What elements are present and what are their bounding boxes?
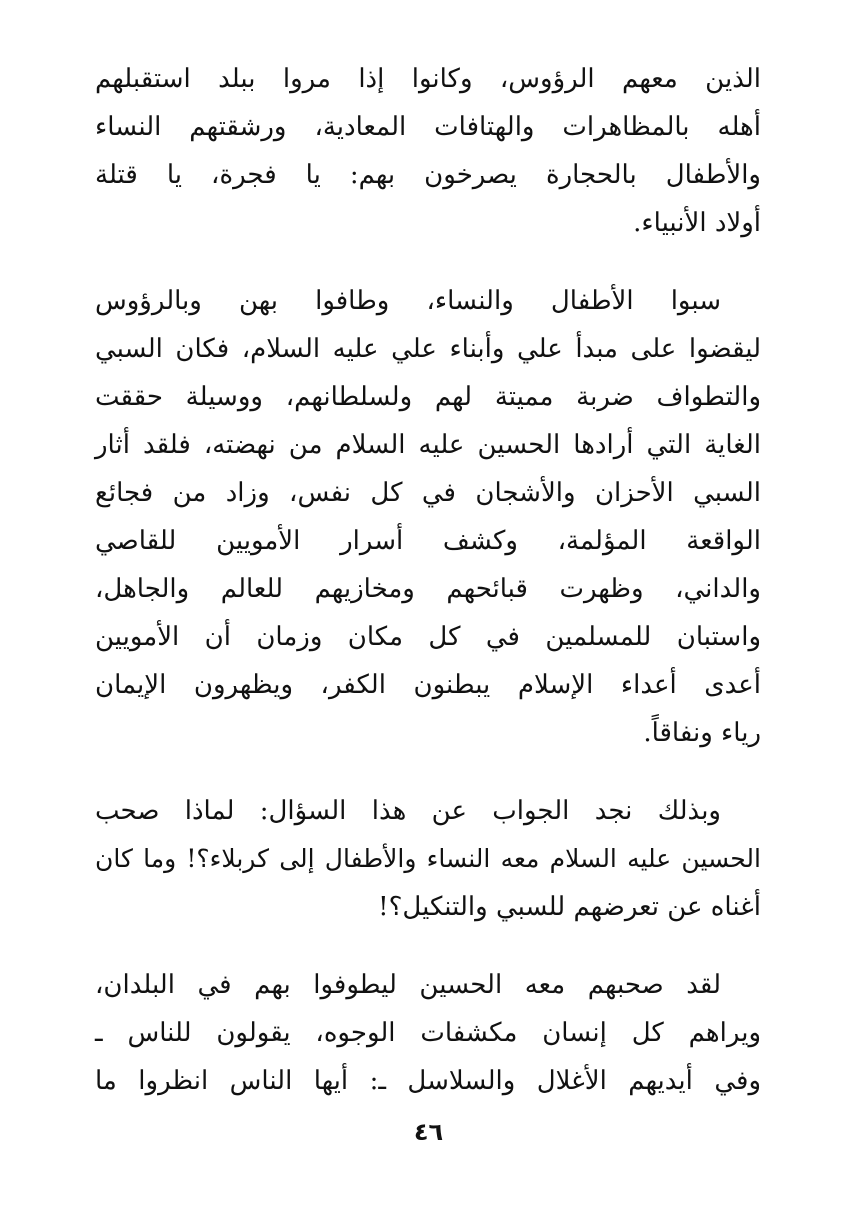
text-line: لقد صحبهم معه الحسين ليطوفوا بهم في البلدان، bbox=[95, 970, 721, 1000]
text-line: الواقعة المؤلمة، وكشف أسرار الأمويين للقاصي bbox=[95, 526, 761, 556]
text-line: وفي أيديهم الأغلال والسلاسل ـ: أيها الناس انظروا ما bbox=[95, 1066, 761, 1096]
text-line: وبذلك نجد الجواب عن هذا السؤال: لماذا صحب bbox=[95, 796, 721, 826]
text-line: والتطواف ضربة مميتة لهم ولسلطانهم، ووسيلة حققت bbox=[95, 382, 761, 412]
text-line: السبي الأحزان والأشجان في كل نفس، وزاد من فجائع bbox=[95, 478, 761, 508]
text-line: أعدى أعداء الإسلام يبطنون الكفر، ويظهرون الإيمان bbox=[95, 670, 761, 700]
text-line: ويراهم كل إنسان مكشفات الوجوه، يقولون للناس ـ bbox=[95, 1018, 761, 1048]
text-line: الذين معهم الرؤوس، وكانوا إذا مروا ببلد استقبلهم bbox=[95, 64, 761, 94]
paragraph-4 bbox=[95, 961, 761, 1105]
text-line: رياء ونفاقاً. bbox=[643, 718, 761, 748]
paragraph-3 bbox=[95, 787, 761, 931]
text-line: أهله بالمظاهرات والهتافات المعادية، ورشقتهم النساء bbox=[95, 112, 761, 142]
text-line: الحسين عليه السلام معه النساء والأطفال إلى كربلاء؟! وما كان bbox=[95, 844, 761, 873]
paragraph-2 bbox=[95, 277, 761, 757]
text-line: والأطفال بالحجارة يصرخون بهم: يا فجرة، يا قتلة bbox=[95, 160, 761, 190]
text-line: والداني، وظهرت قبائحهم ومخازيهم للعالم والجاهل، bbox=[95, 574, 761, 604]
text-line: أغناه عن تعرضهم للسبي والتنكيل؟! bbox=[378, 892, 761, 922]
page-number: ٤٦ bbox=[413, 1118, 444, 1146]
text-line: ليقضوا على مبدأ علي وأبناء علي عليه السلام، فكان السبي bbox=[95, 334, 761, 364]
page-body bbox=[95, 55, 761, 1105]
paragraph-1 bbox=[95, 55, 761, 247]
text-line: واستبان للمسلمين في كل مكان وزمان أن الأمويين bbox=[95, 622, 761, 652]
text-line: أولاد الأنبياء. bbox=[633, 208, 761, 238]
text-line: الغاية التي أرادها الحسين عليه السلام من نهضته، فلقد أثار bbox=[95, 430, 761, 460]
text-line: سبوا الأطفال والنساء، وطافوا بهن وبالرؤوس bbox=[95, 286, 721, 316]
